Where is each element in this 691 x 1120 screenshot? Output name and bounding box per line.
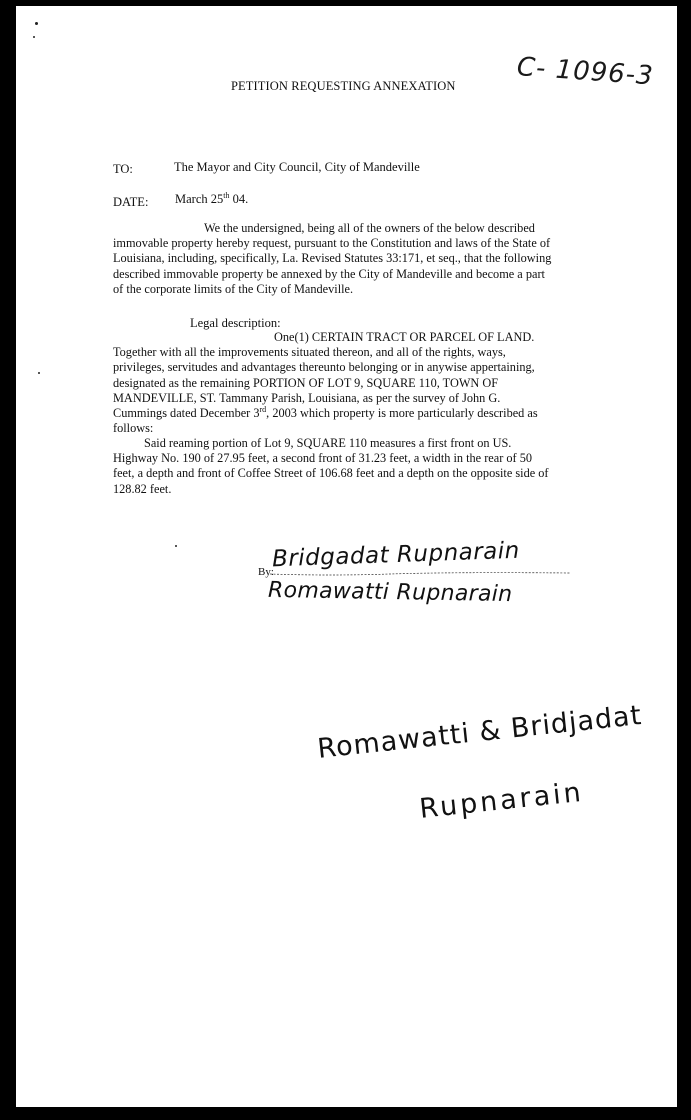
legal-line: One(1) CERTAIN TRACT OR PARCEL OF LAND. [274, 330, 535, 344]
legal-line: follows: [113, 421, 154, 436]
legal-line: MANDEVILLE, ST. Tammany Parish, Louisiana, as per the survey of John G. [113, 390, 501, 405]
scan-border-left [0, 0, 16, 1120]
to-value: The Mayor and City Council, City of Mandeville [174, 160, 420, 174]
by-label: By: [258, 566, 274, 578]
legal-line: designated as the remaining PORTION OF LOT 9, SQUARE 110, TOWN OF [113, 375, 499, 390]
handwritten-names-line1: Romawatti & Bridjadat [316, 699, 644, 765]
measure-line: Said reaming portion of Lot 9, SQUARE 110 measures a first front on US. [144, 436, 512, 450]
date-label: DATE: [113, 195, 149, 209]
scan-speck [33, 36, 35, 38]
scan-border-right [677, 0, 691, 1120]
scan-border-top [0, 0, 691, 6]
intro-paragraph [113, 221, 551, 297]
scan-speck [175, 545, 177, 547]
measure-line: Highway No. 190 of 27.95 feet, a second front of 31.23 feet, a width in the rear of 50 [113, 451, 533, 466]
intro-line: Louisiana, including, specifically, La. Revised Statutes 33:171, et seq., that the following [113, 251, 552, 266]
measure-line: feet, a depth and front of Coffee Street of 106.68 feet and a depth on the opposite side of [113, 466, 549, 481]
intro-line: immovable property hereby request, pursuant to the Constitution and laws of the State of [113, 236, 551, 251]
legal-line: Together with all the improvements situated thereon, and all of the rights, ways, [113, 345, 506, 360]
scan-speck [38, 372, 40, 374]
scan-border-bottom [0, 1107, 691, 1120]
to-label: TO: [113, 162, 133, 176]
intro-line: described immovable property be annexed by the City of Mandeville and become a part [113, 266, 545, 281]
legal-description-label: Legal description: [190, 316, 281, 330]
signature-romawatti: Romawatti Rupnarain [267, 577, 513, 608]
document-title: PETITION REQUESTING ANNEXATION [231, 79, 456, 93]
measurement-paragraph [113, 436, 549, 497]
legal-line: privileges, servitudes and advantages thereunto belonging or in anywise appertaining, [113, 360, 535, 375]
signature-line [270, 570, 570, 578]
measure-line: 128.82 feet. [113, 481, 172, 496]
intro-line: of the corporate limits of the City of Mandeville. [113, 281, 354, 296]
legal-paragraph [113, 330, 538, 436]
legal-line: Cummings dated December 3rd, 2003 which property is more particularly described as [113, 405, 538, 421]
handwritten-reference-number: C- 1096-3 [515, 52, 655, 92]
date-value: March 25th 04. [175, 191, 249, 206]
signature-bridgadat: Bridgadat Rupnarain [271, 537, 521, 573]
scan-speck [35, 22, 38, 25]
handwritten-names-line2: Rupnarain [418, 776, 586, 825]
intro-line: We the undersigned, being all of the owners of the below described [204, 221, 535, 235]
